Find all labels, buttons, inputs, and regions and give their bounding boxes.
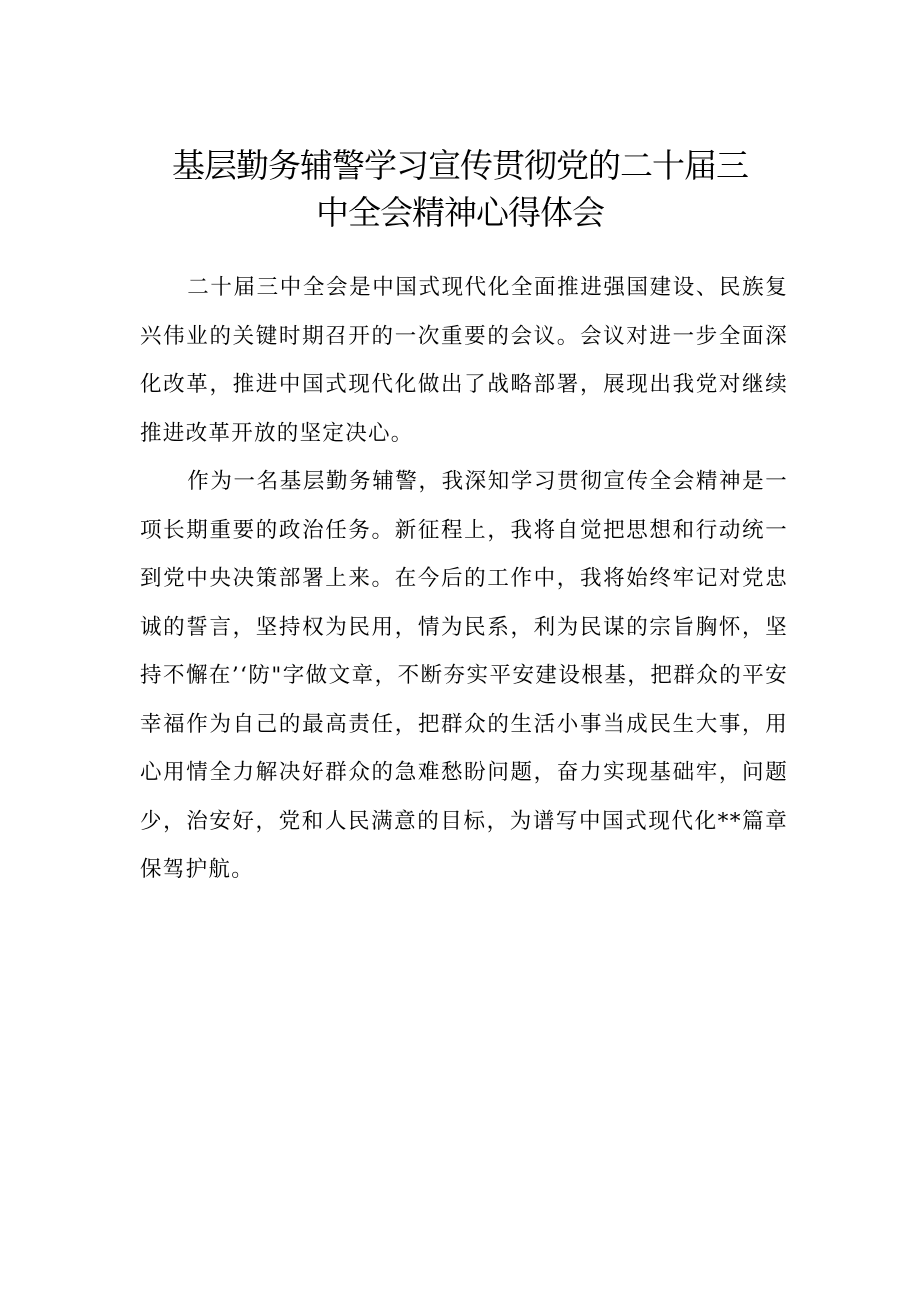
document-title [120, 142, 800, 236]
title-line-1: 基层勤务辅警学习宣传贯彻党的二十届三 [172, 146, 748, 185]
paragraph-1: 二十届三中全会是中国式现代化全面推进强国建设、民族复兴伟业的关键时期召开的一次重要的会议。会议对进一步全面深化改革，推进中国式现代化做出了战略部署，展现出我党对继续推进改革开放的坚定决心。 [140, 275, 788, 446]
title-line-2: 中全会精神心得体会 [316, 193, 604, 232]
paragraph-2: 作为一名基层勤务辅警，我深知学习贯彻宣传全会精神是一项长期重要的政治任务。新征程上，我将自觉把思想和行动统一到党中央决策部署上来。在今后的工作中，我将始终牢记对党忠诚的誓言，坚持权为民用，情为民系，利为民谋的宗旨胸怀，坚持不懈在’‘防"字做文章，不断夯实平安建设根基，把群众的平安幸福作为自己的最高责任，把群众的生活小事当成民生大事，用心用情全力解决好群众的急难愁盼问题，奋力实现基础牢，问题少，治安好，党和人民满意的目标，为谱写中国式现代化**篇章保驾护航。 [140, 469, 788, 882]
document-body [140, 264, 788, 895]
